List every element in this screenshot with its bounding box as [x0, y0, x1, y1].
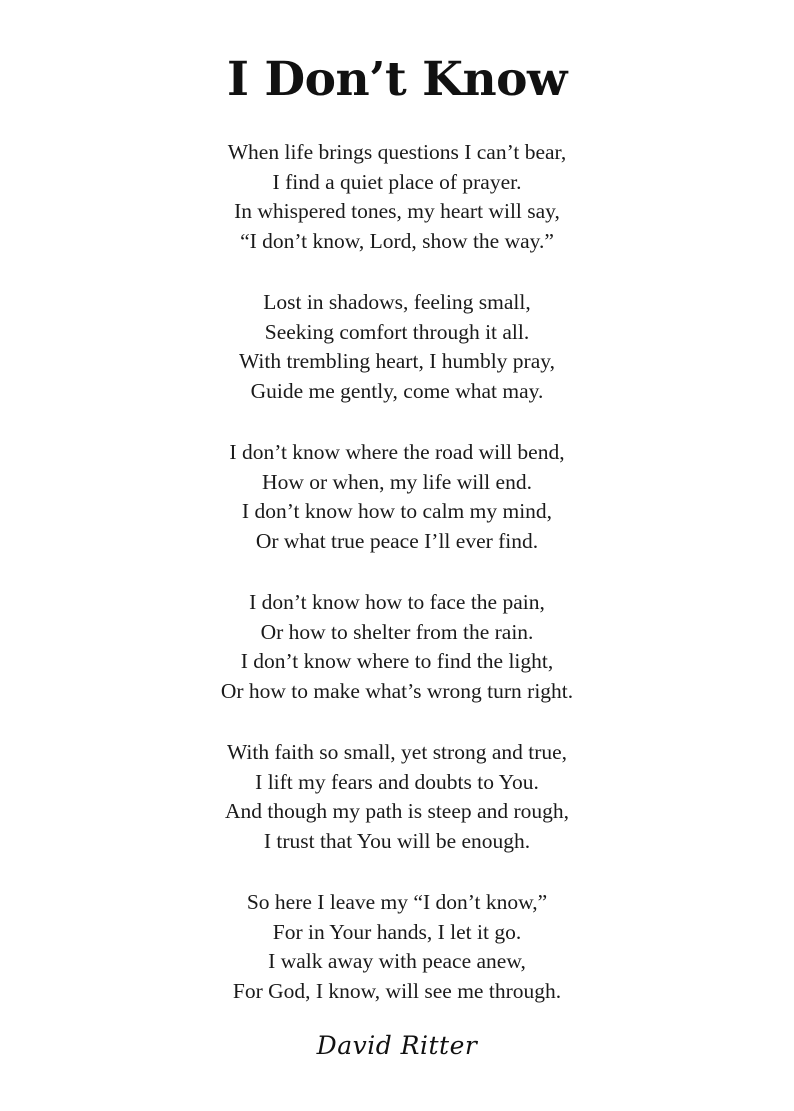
poem-line: With faith so small, yet strong and true,	[226, 740, 568, 764]
poem-body	[0, 138, 794, 1038]
poem-line: For God, I know, will see me through.	[232, 978, 562, 1003]
poem-line: Or what true peace I’ll ever find.	[255, 528, 539, 553]
poem-line: “I don’t know, Lord, show the way.”	[240, 228, 554, 253]
poem-line: With trembling heart, I humbly pray,	[239, 349, 555, 373]
poem-line: For in Your hands, I let it go.	[272, 919, 522, 944]
poem-line: How or when, my life will end.	[262, 469, 532, 494]
stanza-4	[0, 588, 794, 706]
poem-line: Seeking comfort through it all.	[264, 319, 530, 344]
poem-line: I lift my fears and doubts to You.	[255, 769, 539, 794]
poem-line: Guide me gently, come what may.	[250, 378, 544, 403]
stanza-3	[0, 438, 794, 556]
poem-line: When life brings questions I can’t bear,	[227, 140, 567, 164]
poem-line: I don’t know where to find the light,	[240, 649, 554, 673]
poem-line: I don’t know where the road will bend,	[229, 440, 565, 464]
poem-line: I walk away with peace anew,	[268, 949, 526, 973]
poem-line: I don’t know how to calm my mind,	[241, 499, 553, 523]
stanza-5	[0, 738, 794, 856]
poem-line: So here I leave my “I don’t know,”	[246, 890, 548, 914]
poem-title: I Don’t Know	[227, 52, 567, 107]
poem-line: I find a quiet place of prayer.	[272, 169, 522, 194]
poem-line: Or how to make what’s wrong turn right.	[220, 678, 574, 703]
author-signature: David Ritter	[316, 1031, 478, 1060]
stanza-1	[0, 138, 794, 256]
poem-line: I trust that You will be enough.	[263, 828, 531, 853]
stanza-2	[0, 288, 794, 406]
poem-line: I don’t know how to face the pain,	[249, 590, 545, 614]
poem-line: In whispered tones, my heart will say,	[234, 199, 560, 223]
stanza-6	[0, 888, 794, 1006]
poem-line: And though my path is steep and rough,	[225, 799, 569, 823]
poem-line: Or how to shelter from the rain.	[260, 619, 534, 644]
poem-line: Lost in shadows, feeling small,	[263, 290, 531, 314]
